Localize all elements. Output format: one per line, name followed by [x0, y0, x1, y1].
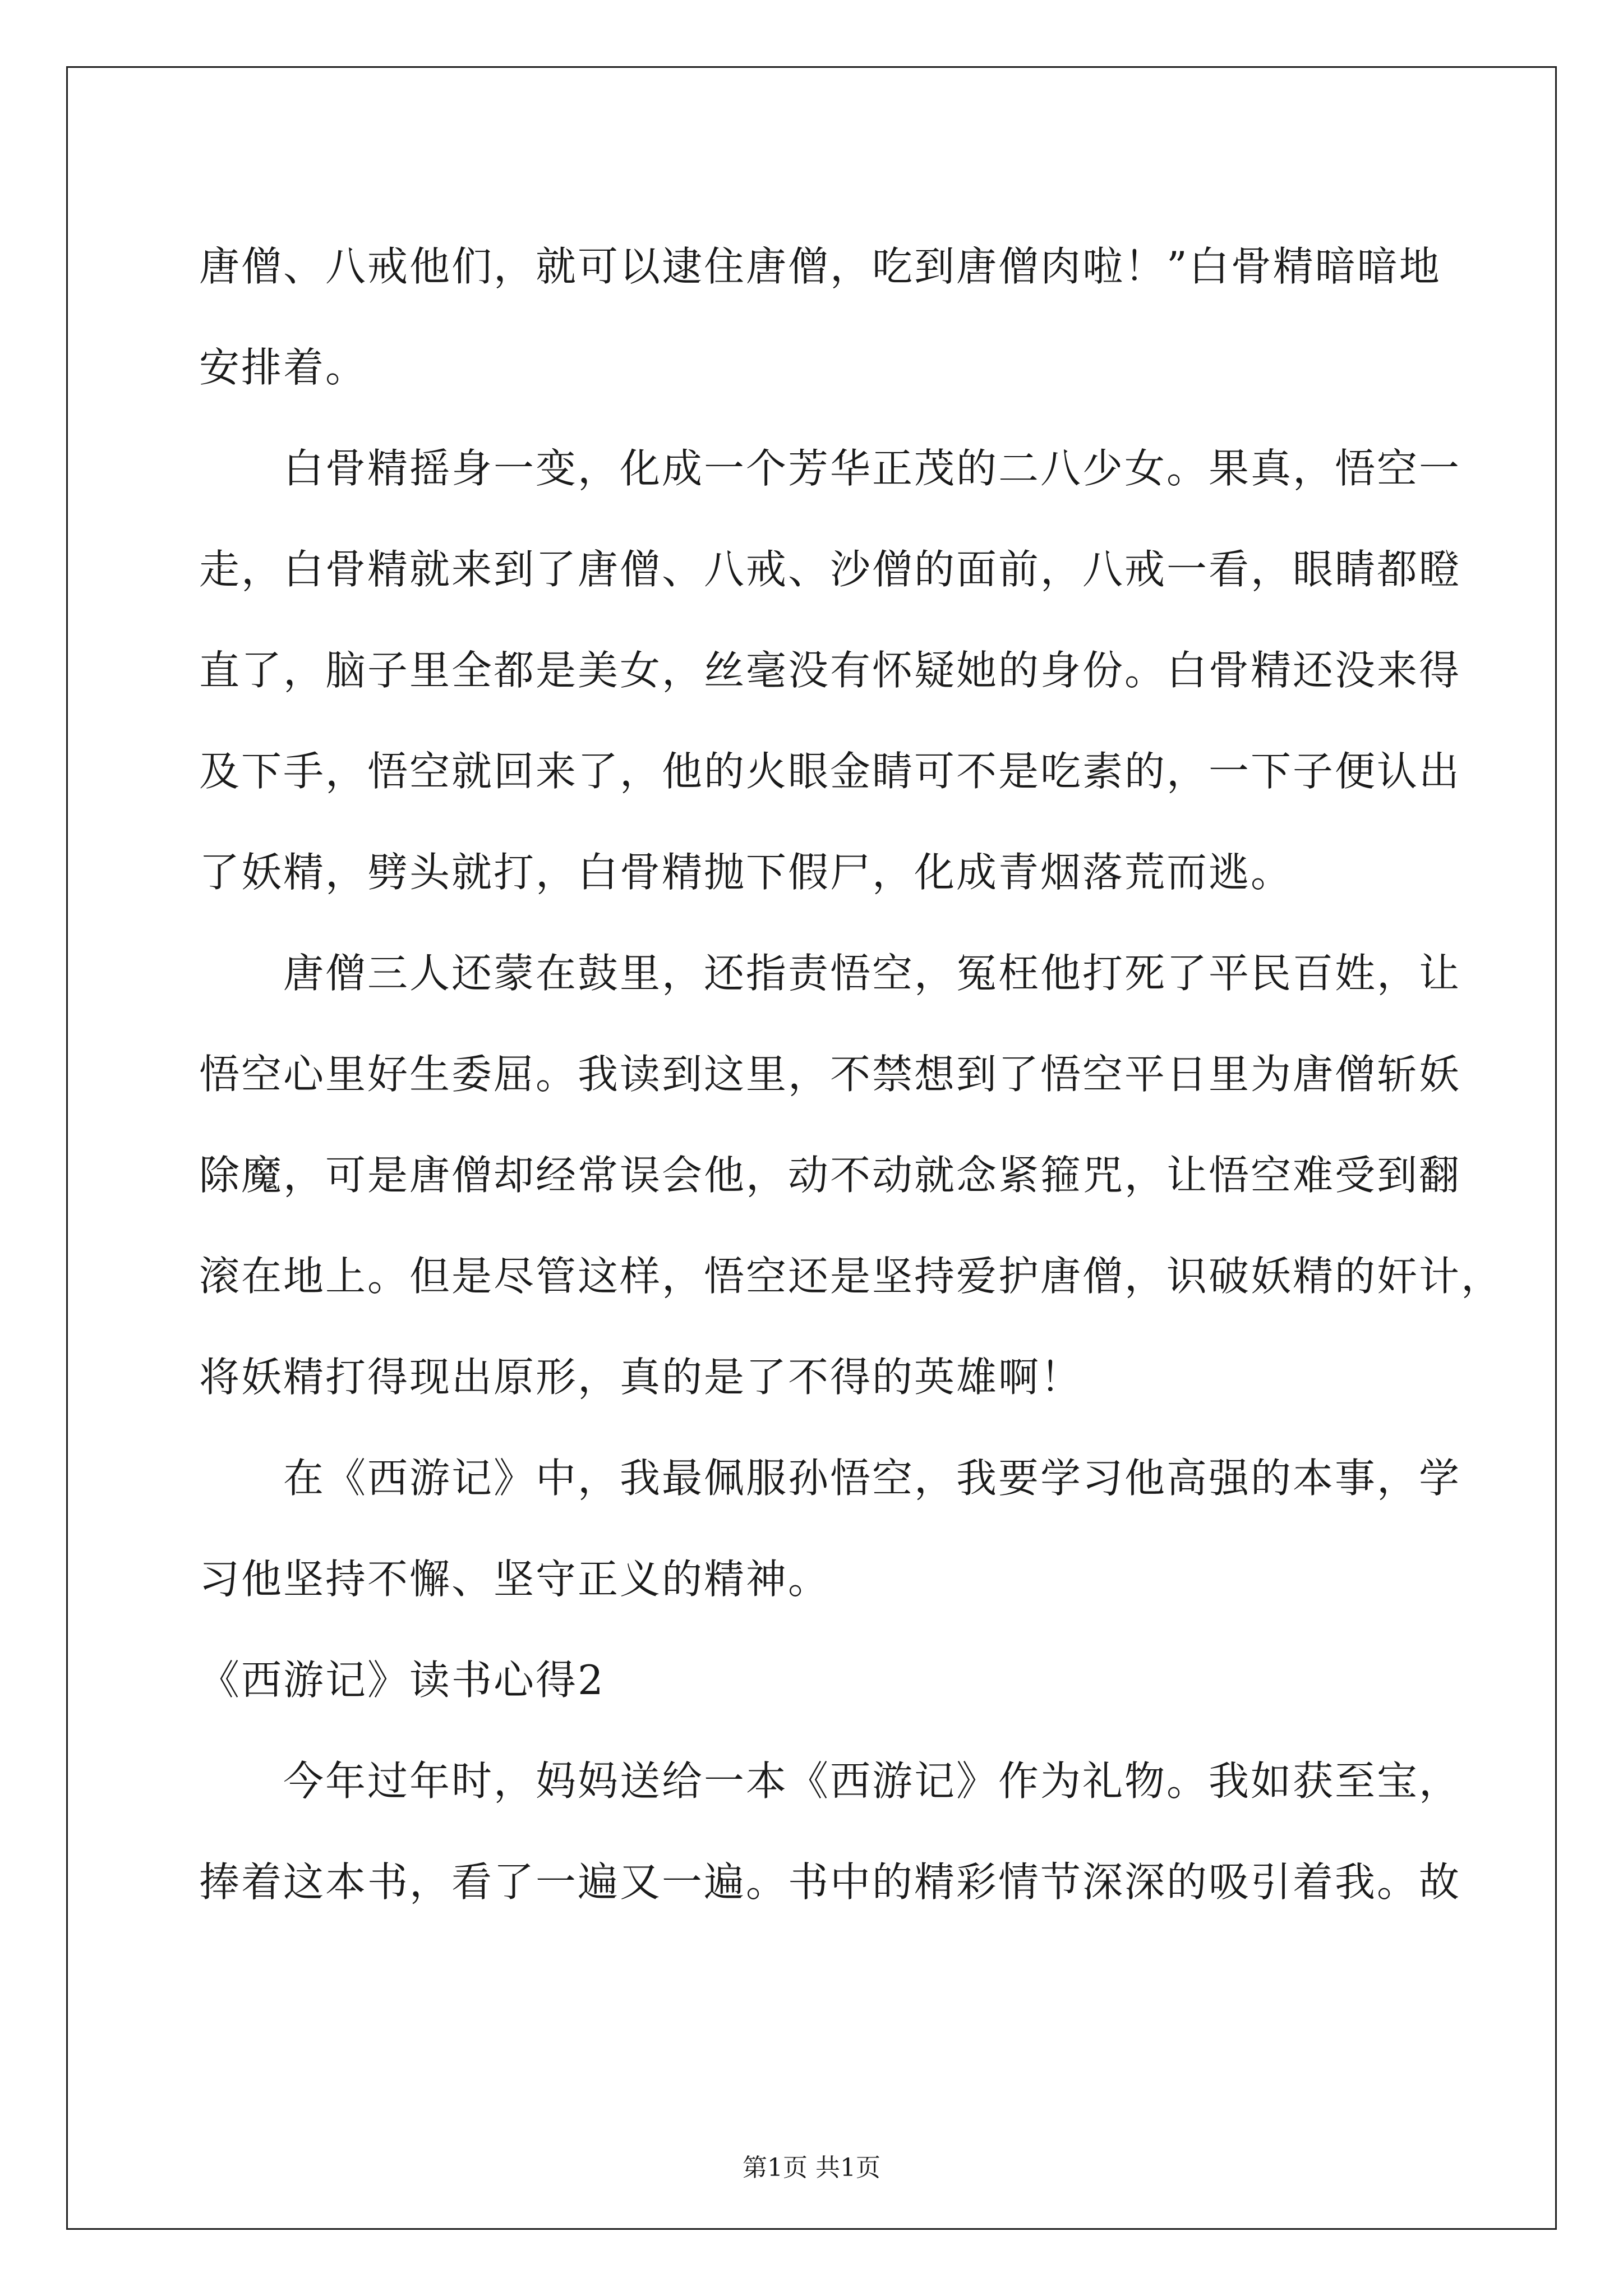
text-line: 将妖精打得现出原形，真的是了不得的英雄啊！	[199, 1354, 1083, 1401]
paragraph-start-line: 唐僧三人还蒙在鼓里，还指责悟空，冤枉他打死了平民百姓，让	[283, 950, 1461, 997]
text-line: 及下手，悟空就回来了，他的火眼金睛可不是吃素的，一下子便认出	[199, 748, 1461, 795]
text-line: 滚在地上。但是尽管这样，悟空还是坚持爱护唐僧，识破妖精的奸计，	[199, 1253, 1504, 1300]
paragraph-start-line: 今年过年时，妈妈送给一本《西游记》作为礼物。我如获至宝，	[283, 1757, 1461, 1805]
text-line: 直了，脑子里全都是美女，丝毫没有怀疑她的身份。白骨精还没来得	[199, 647, 1461, 694]
text-line: 走，白骨精就来到了唐僧、八戒、沙僧的面前，八戒一看，眼睛都瞪	[199, 546, 1461, 593]
text-line: 捧着这本书，看了一遍又一遍。书中的精彩情节深深的吸引着我。故	[199, 1858, 1461, 1906]
text-line: 习他坚持不懈、坚守正义的精神。	[199, 1556, 831, 1603]
paragraph-start-line: 白骨精摇身一变，化成一个芳华正茂的二八少女。果真，悟空一	[283, 445, 1461, 492]
document-body	[199, 216, 1504, 1932]
paragraph-start-line: 在《西游记》中，我最佩服孙悟空，我要学习他高强的本事，学	[283, 1455, 1461, 1502]
text-line: 唐僧、八戒他们，就可以逮住唐僧，吃到唐僧肉啦！”白骨精暗暗地	[199, 243, 1441, 290]
text-line: 了妖精，劈头就打，白骨精抛下假尸，化成青烟落荒而逃。	[199, 849, 1293, 896]
page-footer: 第1页 共1页	[743, 2154, 880, 2182]
text-line: 安排着。	[199, 344, 368, 391]
section-heading: 《西游记》读书心得2	[199, 1657, 605, 1704]
text-line: 除魔，可是唐僧却经常误会他，动不动就念紧箍咒，让悟空难受到翻	[199, 1152, 1461, 1199]
text-line: 悟空心里好生委屈。我读到这里，不禁想到了悟空平日里为唐僧斩妖	[199, 1051, 1461, 1098]
